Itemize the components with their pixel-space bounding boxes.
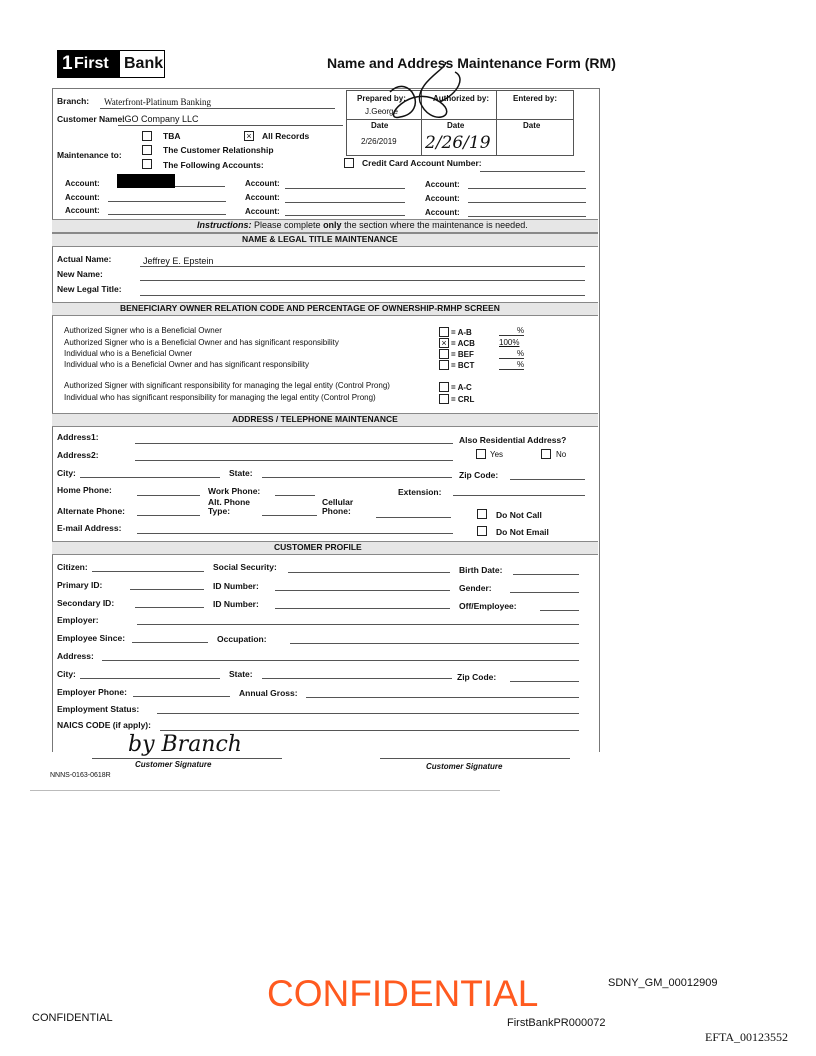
- name-section-new-name-text: New Name:: [57, 269, 103, 279]
- address-zip-text: Zip Code:: [459, 470, 499, 480]
- address-work-phone-text: Work Phone:: [208, 486, 261, 496]
- top-maintenance-label-text: Maintenance to:: [57, 150, 122, 160]
- instructions-text-text: Please complete: [251, 220, 324, 230]
- top-tba-text: TBA: [163, 131, 181, 141]
- section-address-title: [52, 413, 598, 427]
- field-underline: [92, 571, 204, 572]
- top-all-records-text: All Records: [262, 131, 310, 141]
- field-underline: [480, 171, 585, 172]
- beneficiary-rows-4-code-text: = A-C: [451, 383, 472, 392]
- field-underline: [306, 697, 579, 698]
- address-alt-type-text: Alt. Phone Type:: [208, 497, 251, 516]
- bank-logo: [57, 50, 165, 78]
- footer-bates-text: FirstBankPR000072: [507, 1017, 606, 1029]
- beneficiary-rows-3-text-text: Individual who is a Beneficial Owner and has significant responsibility: [64, 360, 310, 369]
- ac-checkbox[interactable]: [439, 382, 449, 392]
- profile-annual-text: Annual Gross:: [239, 688, 298, 698]
- field-underline: [380, 758, 570, 759]
- field-underline: [285, 188, 405, 189]
- field-underline: [108, 214, 226, 215]
- field-underline: [130, 589, 204, 590]
- top-following-text: The Following Accounts:: [163, 160, 264, 170]
- ab-checkbox[interactable]: [439, 327, 449, 337]
- following-accounts-checkbox[interactable]: [142, 159, 152, 169]
- crl-checkbox[interactable]: [439, 394, 449, 404]
- top-branch-label-text: Branch:: [57, 96, 90, 106]
- top-account-label-text: Account:: [65, 179, 100, 188]
- field-underline: [132, 642, 208, 643]
- profile-zip-text: Zip Code:: [457, 672, 497, 682]
- field-underline: [540, 610, 579, 611]
- beneficiary-rows-2-code-text: = BEF: [451, 350, 474, 359]
- field-underline: [285, 202, 405, 203]
- profile-naics-text: NAICS CODE (if apply):: [57, 720, 151, 730]
- residential-yes-checkbox[interactable]: [476, 449, 486, 459]
- field-underline: [108, 201, 226, 202]
- beneficiary-rows-0-text-text: Authorized Signer who is a Beneficial Owner: [64, 326, 222, 335]
- signature-scribble: [370, 62, 480, 132]
- sections-address-text: ADDRESS / TELEPHONE MAINTENANCE: [232, 414, 398, 424]
- footer-confidential-small-text: CONFIDENTIAL: [32, 1012, 113, 1024]
- tba-checkbox[interactable]: [142, 131, 152, 141]
- signatures-form-code-text: NNNS-0163-0618R: [50, 772, 111, 779]
- beneficiary-rows-5-code-text: = CRL: [451, 395, 475, 404]
- instructions-text: [197, 220, 528, 230]
- top-account-label-text: Account:: [245, 207, 280, 216]
- top-prepared-name-text: J.George: [365, 107, 398, 116]
- footer-efta-text: EFTA_00123552: [705, 1030, 789, 1044]
- top-prepared-by-text: Prepared by:: [357, 94, 406, 103]
- beneficiary-rows-4-text-text: Authorized Signer with significant responsibility for managing the legal entity (Control Prong): [64, 381, 390, 390]
- top-date-label-text: Date: [523, 121, 541, 130]
- field-underline: [30, 790, 500, 791]
- top-cust-rel-text: The Customer Relationship: [163, 145, 274, 155]
- field-underline: [157, 713, 579, 714]
- field-underline: [275, 590, 450, 591]
- address-address1-text: Address1:: [57, 432, 99, 442]
- beneficiary-rows-0-pct-text: %: [499, 326, 524, 336]
- field-underline: [140, 295, 585, 296]
- beneficiary-rows-1-pct-text: 100%: [499, 338, 520, 347]
- address-yes-text: Yes: [490, 450, 504, 459]
- field-underline: [137, 624, 579, 625]
- field-underline: [262, 477, 452, 478]
- field-underline: [468, 188, 586, 189]
- field-underline: [160, 730, 579, 731]
- profile-id-number-text: ID Number:: [213, 581, 259, 591]
- beneficiary-rows-5-text-text: Individual who has significant responsibility for managing the legal entity (Control Prong): [64, 393, 376, 402]
- profile-occupation-text: Occupation:: [217, 634, 267, 644]
- section-name-title: [52, 233, 598, 247]
- field-underline: [118, 125, 343, 126]
- field-underline: [275, 608, 450, 609]
- address-state-text: State:: [229, 468, 253, 478]
- profile-address-text: Address:: [57, 651, 94, 661]
- field-underline: [100, 108, 335, 109]
- profile-emp-status-text: Employment Status:: [57, 704, 140, 714]
- sections-profile-text: CUSTOMER PROFILE: [274, 542, 362, 552]
- profile-emp-since-text: Employee Since:: [57, 633, 126, 643]
- top-account-label-text: Account:: [425, 194, 460, 203]
- branch-value[interactable]: Waterfront-Platinum Banking: [104, 97, 212, 107]
- field-underline: [285, 215, 405, 216]
- top-account-label-text: Account:: [65, 206, 100, 215]
- beneficiary-rows-1-text-text: Authorized Signer who is a Beneficial Owner and has significant responsibility: [64, 338, 339, 347]
- field-underline: [262, 678, 452, 679]
- address-no-text: No: [556, 450, 567, 459]
- field-underline: [262, 515, 317, 516]
- field-underline: [510, 681, 579, 682]
- section-beneficiary-title: [52, 302, 598, 316]
- handwritten-signature: by Branch: [128, 732, 242, 757]
- field-underline: [135, 607, 204, 608]
- field-underline: [290, 643, 579, 644]
- top-account-label-text: Account:: [425, 180, 460, 189]
- field-underline: [510, 479, 585, 480]
- profile-primary-text: Primary ID:: [57, 580, 103, 590]
- beneficiary-rows-3-pct-text: %: [499, 360, 524, 370]
- field-underline: [468, 202, 586, 203]
- actual-name-value[interactable]: Jeffrey E. Epstein: [143, 256, 214, 266]
- top-account-label-text: Account:: [65, 193, 100, 202]
- authorized-date-handwritten: 2/26/19: [425, 133, 491, 153]
- field-underline: [376, 517, 451, 518]
- field-underline: [513, 574, 579, 575]
- top-credit-card-text: Credit Card Account Number:: [362, 158, 482, 168]
- field-underline: [137, 515, 200, 516]
- form-title: Name and Address Maintenance Form (RM): [327, 55, 616, 71]
- acb-checkbox[interactable]: ×: [439, 338, 449, 348]
- top-date-label-text: Date: [447, 121, 465, 130]
- field-underline: [102, 660, 579, 661]
- beneficiary-rows-2-pct-text: %: [499, 349, 524, 359]
- address-do-not-call-text: Do Not Call: [496, 510, 542, 520]
- field-underline: [80, 477, 220, 478]
- address-cellular-text: Cellular Phone:: [322, 497, 354, 516]
- field-underline: [468, 216, 586, 217]
- do-not-email-checkbox[interactable]: [477, 526, 487, 536]
- address-alt-phone-text: Alternate Phone:: [57, 506, 126, 516]
- address-city-text: City:: [57, 468, 76, 478]
- instructions-lead-text: Instructions:: [197, 220, 252, 230]
- prepared-date: 2/26/2019: [361, 137, 397, 146]
- profile-emp-phone-text: Employer Phone:: [57, 687, 127, 697]
- redacted-account: [117, 174, 175, 188]
- field-underline: [137, 495, 200, 496]
- signatures-customer-sig-text: Customer Signature: [135, 760, 212, 769]
- top-customer-label-text: Customer Name:: [57, 114, 126, 124]
- field-underline: [80, 678, 220, 679]
- instructions-only-text: only: [323, 220, 342, 230]
- confidential-stamp: CONFIDENTIAL: [267, 973, 539, 1014]
- beneficiary-rows-0-code-text: = A-B: [451, 328, 472, 337]
- section-profile-title: [52, 541, 598, 555]
- signatures-customer-sig2-text: Customer Signature: [426, 762, 503, 771]
- address-home-phone-text: Home Phone:: [57, 485, 112, 495]
- header-logo-bank-text: Bank: [124, 55, 164, 72]
- address-email-text: E-mail Address:: [57, 523, 122, 533]
- top-authorized-by-text: Authorized by:: [433, 94, 489, 103]
- profile-employer-text: Employer:: [57, 615, 99, 625]
- address-do-not-email-text: Do Not Email: [496, 527, 549, 537]
- header-logo-num-text: 1: [62, 53, 73, 74]
- instructions-rest-text: the section where the maintenance is needed.: [341, 220, 528, 230]
- profile-ssn-text: Social Security:: [213, 562, 277, 572]
- credit-card-checkbox[interactable]: [344, 158, 354, 168]
- field-underline: [135, 443, 453, 444]
- header-logo-first-text: First: [74, 55, 109, 72]
- all-records-checkbox[interactable]: ×: [244, 131, 254, 141]
- top-entered-by-text: Entered by:: [513, 94, 558, 103]
- profile-gender-text: Gender:: [459, 583, 492, 593]
- do-not-call-checkbox[interactable]: [477, 509, 487, 519]
- field-underline: [510, 592, 579, 593]
- field-underline: [453, 495, 585, 496]
- footer-sdny-text: SDNY_GM_00012909: [608, 977, 718, 989]
- field-underline: [92, 758, 282, 759]
- profile-off-emp-text: Off/Employee:: [459, 601, 517, 611]
- field-underline: [140, 266, 585, 267]
- profile-city-text: City:: [57, 669, 76, 679]
- profile-citizen-text: Citizen:: [57, 562, 88, 572]
- sections-beneficiary-text: BENEFICIARY OWNER RELATION CODE AND PERCENTAGE OF OWNERSHIP-RMHP SCREEN: [120, 303, 500, 313]
- field-underline: [275, 495, 315, 496]
- profile-state-text: State:: [229, 669, 253, 679]
- customer-relationship-checkbox[interactable]: [142, 145, 152, 155]
- field-underline: [135, 460, 453, 461]
- top-account-label-text: Account:: [245, 179, 280, 188]
- field-underline: [175, 186, 225, 187]
- address-address2-text: Address2:: [57, 450, 99, 460]
- profile-id-number-text: ID Number:: [213, 599, 259, 609]
- bct-checkbox[interactable]: [439, 360, 449, 370]
- sections-name-text: NAME & LEGAL TITLE MAINTENANCE: [242, 234, 398, 244]
- top-account-label-text: Account:: [245, 193, 280, 202]
- field-underline: [137, 533, 453, 534]
- name-section-actual-label-text: Actual Name:: [57, 254, 112, 264]
- beneficiary-rows-2-text-text: Individual who is a Beneficial Owner: [64, 349, 193, 358]
- field-underline: [133, 696, 230, 697]
- instructions-bar: [52, 219, 598, 233]
- beneficiary-rows-1-code-text: = ACB: [451, 339, 475, 348]
- top-date-label-text: Date: [371, 121, 389, 130]
- form-element: [496, 91, 497, 155]
- bef-checkbox[interactable]: [439, 349, 449, 359]
- form-element: [390, 62, 460, 117]
- address-also-res-text: Also Residential Address?: [459, 435, 567, 445]
- customer-name-value[interactable]: IGO Company LLC: [122, 114, 199, 124]
- residential-no-checkbox[interactable]: [541, 449, 551, 459]
- beneficiary-rows-3-code-text: = BCT: [451, 361, 475, 370]
- field-underline: [288, 572, 450, 573]
- top-account-label-text: Account:: [425, 208, 460, 217]
- profile-secondary-text: Secondary ID:: [57, 598, 115, 608]
- field-underline: [140, 280, 585, 281]
- address-extension-text: Extension:: [398, 487, 442, 497]
- name-section-new-legal-text: New Legal Title:: [57, 284, 122, 294]
- profile-birth-text: Birth Date:: [459, 565, 503, 575]
